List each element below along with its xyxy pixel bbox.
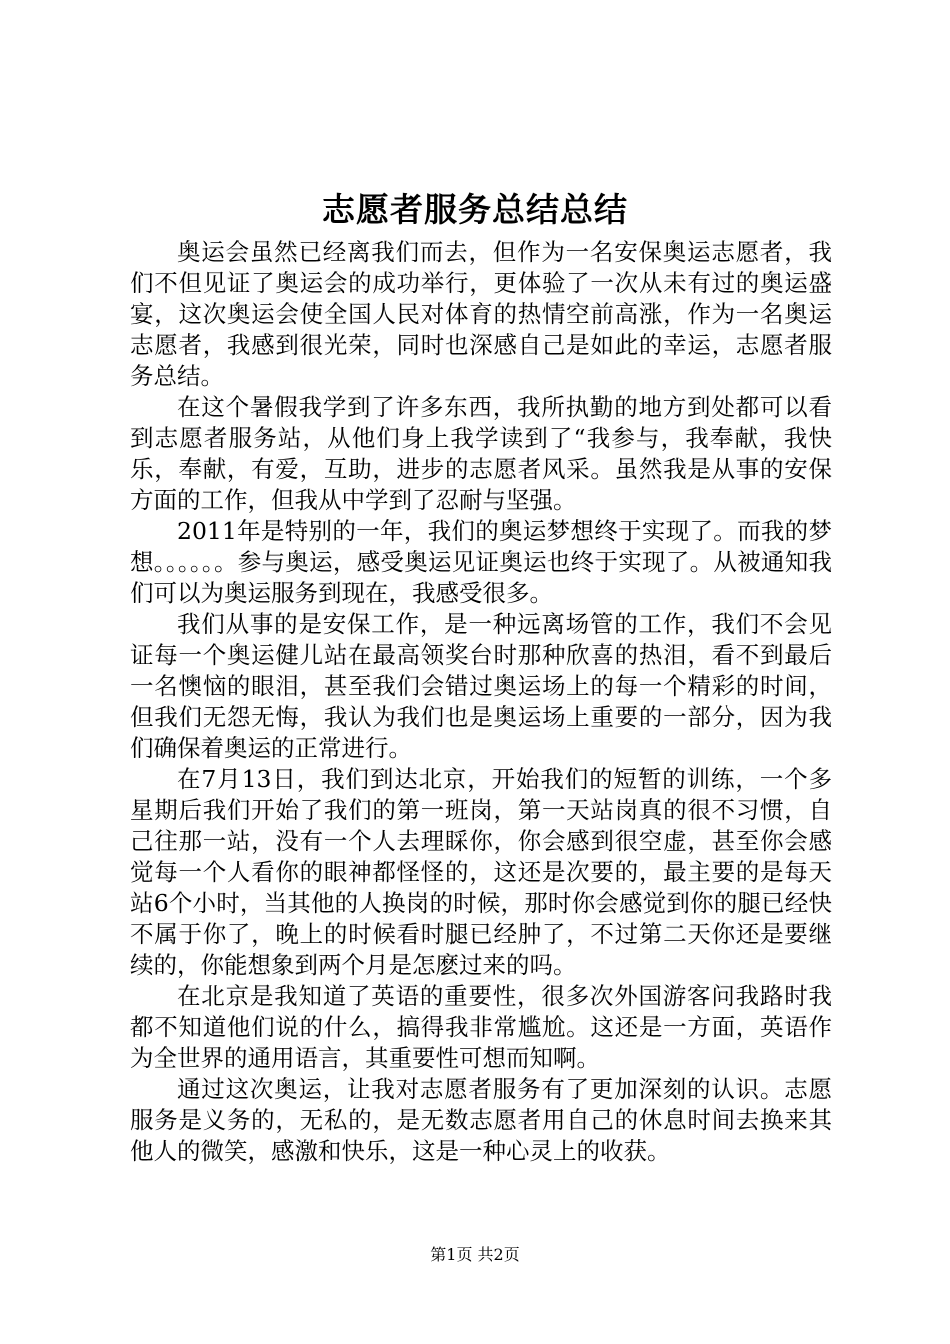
paragraph-2: 在这个暑假我学到了许多东西，我所执勤的地方到处都可以看到志愿者服务站，从他们身上我学读到了“我参与，我奉献，我快乐，奉献，有爱，互助，进步的志愿者风采。虽然我是从事的安保方面的工作，但我从中学到了忍耐与坚强。 — [130, 393, 832, 514]
page-number-footer: 第1页 共2页 — [430, 1245, 520, 1264]
document-title: 志愿者服务总结总结 — [322, 190, 628, 229]
paragraph-3: 2011年是特别的一年，我们的奥运梦想终于实现了。而我的梦想。。。。。。参与奥运，感受奥运见证奥运也终于实现了。从被通知我们可以为奥运服务到现在，我感受很多。 — [130, 517, 832, 607]
paragraph-1: 奥运会虽然已经离我们而去，但作为一名安保奥运志愿者，我们不但见证了奥运会的成功举行，更体验了一次从未有过的奥运盛宴，这次奥运会使全国人民对体育的热情空前高涨，作为一名奥运志愿者，我感到很光荣，同时也深感自己是如此的幸运，志愿者服务总结。 — [130, 238, 832, 390]
document-body — [130, 237, 832, 1167]
paragraph-7: 通过这次奥运，让我对志愿者服务有了更加深刻的认识。志愿服务是义务的，无私的，是无数志愿者用自己的休息时间去换来其他人的微笑，感激和快乐，这是一种心灵上的收获。 — [130, 1075, 832, 1165]
paragraph-5: 在7月13日，我们到达北京，开始我们的短暂的训练，一个多星期后我们开始了我们的第一班岗，第一天站岗真的很不习惯，自己往那一站，没有一个人去理睬你，你会感到很空虚，甚至你会感觉每一个人看你的眼神都怪怪的，这还是次要的，最主要的是每天站6个小时，当其他的人换岗的时候，那时你会感觉到你的腿已经快不属于你了，晚上的时候看时腿已经肿了，不过第二天你还是要继续的，你能想象到两个月是怎麽过来的吗。 — [130, 765, 832, 979]
paragraph-6: 在北京是我知道了英语的重要性，很多次外国游客问我路时我都不知道他们说的什么，搞得我非常尴尬。这还是一方面，英语作为全世界的通用语言，其重要性可想而知啊。 — [130, 982, 832, 1072]
paragraph-4: 我们从事的是安保工作，是一种远离场管的工作，我们不会见证每一个奥运健儿站在最高领奖台时那种欣喜的热泪，看不到最后一名懊恼的眼泪，甚至我们会错过奥运场上的每一个精彩的时间，但我们无怨无悔，我认为我们也是奥运场上重要的一部分，因为我们确保着奥运的正常进行。 — [130, 610, 832, 762]
